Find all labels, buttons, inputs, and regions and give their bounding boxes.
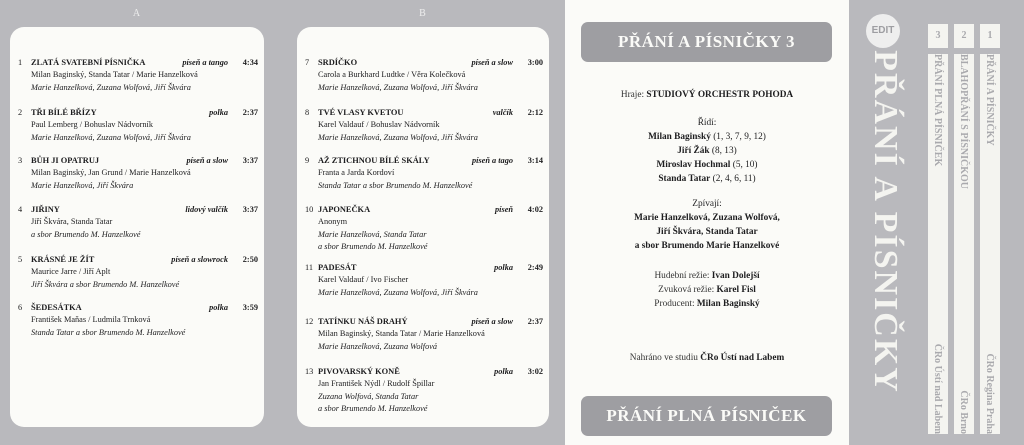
track-title: KRÁSNÉ JE ŽÍT bbox=[31, 255, 95, 264]
track-number: 1 bbox=[18, 58, 23, 67]
track-number: 7 bbox=[305, 58, 310, 67]
track-authors: František Maňas / Ludmila Trnková bbox=[31, 315, 151, 325]
conductor-name: Miroslav Hochmal bbox=[656, 160, 731, 170]
conductor-name: Standa Tatar bbox=[658, 174, 711, 184]
music-director-line bbox=[565, 270, 849, 283]
track-authors: Paul Lemberg / Bohuslav Nádvorník bbox=[31, 120, 153, 130]
spine-title-text: PŘÁNÍ A PÍSNIČKY bbox=[867, 50, 904, 394]
track-style: polka bbox=[494, 367, 513, 376]
producer-name: Milan Baginský bbox=[696, 299, 760, 309]
track-item bbox=[18, 302, 258, 339]
spine-title bbox=[835, 50, 935, 394]
track-authors: Franta a Jarda Kordoví bbox=[318, 168, 395, 178]
singers-line-1: Marie Hanzelková, Zuzana Wolfová, bbox=[634, 213, 780, 223]
track-style: píseň a slow bbox=[471, 58, 513, 67]
strip-2-title: BLAHOPŘÁNÍ S PÍSNIČKOU bbox=[958, 54, 970, 190]
orchestra-name: STUDIOVÝ ORCHESTR POHODA bbox=[646, 90, 794, 100]
track-singers: Marie Hanzelková, Zuzana Wolfová, Jiří Škvára bbox=[318, 287, 478, 297]
track-singers: Marie Hanzelková, Zuzana Wolfová, Jiří Škvára bbox=[318, 82, 478, 92]
strip-number-2: 2 bbox=[954, 24, 974, 48]
track-item bbox=[18, 204, 258, 241]
track-style: píseň a tago bbox=[471, 156, 513, 165]
conductor-line bbox=[565, 173, 849, 186]
credits-panel bbox=[565, 0, 849, 445]
strip-number-1: 1 bbox=[980, 24, 1000, 48]
track-singers: Marie Hanzelková, Zuzana Wolfová, Jiří Škvára bbox=[318, 132, 478, 142]
track-style: polka bbox=[209, 303, 228, 312]
track-duration: 4:02 bbox=[527, 205, 543, 214]
track-number: 4 bbox=[18, 205, 23, 214]
spine-strip-1 bbox=[980, 54, 1000, 434]
side-a-panel bbox=[10, 8, 264, 427]
sound-director-name: Karel Fisl bbox=[716, 285, 756, 295]
conductor-line bbox=[565, 145, 849, 158]
track-number: 13 bbox=[305, 367, 314, 376]
track-style: lidový valčík bbox=[185, 205, 228, 214]
strip-2-station: ČRo Brno bbox=[958, 390, 970, 434]
track-authors: Milan Baginský, Standa Tatar / Marie Hanzelková bbox=[318, 329, 485, 339]
strip-1-station: ČRo Regina Praha bbox=[984, 353, 996, 434]
track-singers: Standa Tatar a sbor Brumendo M. Hanzelkové bbox=[31, 327, 186, 337]
track-duration: 4:34 bbox=[242, 58, 258, 67]
track-singers: Marie Hanzelková, Zuzana Wolfová, Jiří Škvára bbox=[31, 82, 191, 92]
track-singers-cont: a sbor Brumendo M. Hanzelkové bbox=[318, 242, 428, 252]
track-authors: Milan Baginský, Standa Tatar / Marie Hanzelková bbox=[31, 70, 198, 80]
orchestra-line bbox=[565, 89, 849, 102]
track-duration: 2:50 bbox=[242, 255, 258, 264]
track-singers: Marie Hanzelková, Zuzana Wolfová, Jiří Škvára bbox=[31, 132, 191, 142]
conductor-tracks: (2, 4, 6, 11) bbox=[712, 174, 756, 184]
track-duration: 2:37 bbox=[527, 317, 543, 326]
side-b-panel bbox=[297, 8, 549, 427]
track-singers: Marie Hanzelková, Jiří Škvára bbox=[31, 180, 134, 190]
conductor-line bbox=[565, 131, 849, 144]
track-number: 9 bbox=[305, 156, 310, 165]
track-number: 6 bbox=[18, 303, 23, 312]
track-title: AŽ ZTICHNOU BÍLÉ SKÁLY bbox=[318, 156, 430, 165]
conductor-name: Jiří Žák bbox=[677, 146, 710, 156]
track-title: BŮH JI OPATRUJ bbox=[31, 156, 100, 165]
producer-line bbox=[565, 298, 849, 311]
side-a-heading: A bbox=[132, 8, 142, 19]
track-number: 5 bbox=[18, 255, 23, 264]
conductor-line bbox=[565, 159, 849, 172]
track-title: PIVOVARSKÝ KONĚ bbox=[318, 367, 400, 376]
track-title: TVÉ VLASY KVETOU bbox=[318, 108, 404, 117]
strip-number-3: 3 bbox=[928, 24, 948, 48]
music-director-name: Ivan Dolejší bbox=[711, 271, 760, 281]
track-number: 11 bbox=[305, 263, 313, 272]
track-style: píseň a slowrock bbox=[171, 255, 228, 264]
spine-strip-3 bbox=[928, 54, 948, 434]
recorded-label: Nahráno ve studiu bbox=[629, 353, 698, 363]
conductor-tracks: (5, 10) bbox=[732, 160, 758, 170]
track-item bbox=[305, 262, 543, 299]
track-title: JAPONEČKA bbox=[318, 205, 371, 214]
track-authors: Milan Baginský, Jan Grund / Marie Hanzelková bbox=[31, 168, 191, 178]
music-director-label: Hudební režie: bbox=[654, 271, 710, 281]
strip-3-station: ČRo Ústí nad Labem bbox=[932, 343, 944, 434]
strip-1-title: PŘÁNÍ A PÍSNIČKY bbox=[984, 54, 996, 146]
track-duration: 3:37 bbox=[242, 156, 258, 165]
track-duration: 3:14 bbox=[527, 156, 543, 165]
track-duration: 3:00 bbox=[527, 58, 543, 67]
plays-label: Hraje: bbox=[620, 90, 645, 100]
track-authors: Anonym bbox=[318, 217, 348, 227]
track-item bbox=[305, 57, 543, 94]
track-title: ŠEDESÁTKA bbox=[31, 303, 82, 312]
edit-logo: EDIT bbox=[866, 14, 900, 48]
track-item bbox=[18, 155, 258, 192]
sound-director-line bbox=[565, 284, 849, 297]
track-number: 3 bbox=[18, 156, 23, 165]
track-authors: Jan František Nýdl / Rudolf Špillar bbox=[318, 379, 435, 389]
strip-3-title: PŘÁNÍ PLNÁ PÍSNIČEK bbox=[932, 54, 944, 167]
track-item bbox=[305, 204, 543, 254]
conducts-label: Řídí: bbox=[697, 118, 717, 128]
singers-line-2: Jiří Škvára, Standa Tatar bbox=[656, 227, 758, 237]
track-style: valčík bbox=[492, 108, 513, 117]
sing-label: Zpívají: bbox=[692, 199, 722, 209]
track-singers: Standa Tatar a sbor Brumendo M. Hanzelkové bbox=[318, 180, 473, 190]
track-authors: Jiří Škvára, Standa Tatar bbox=[31, 217, 113, 227]
track-number: 2 bbox=[18, 108, 23, 117]
track-singers: a sbor Brumendo M. Hanzelkové bbox=[31, 229, 141, 239]
track-style: píseň bbox=[495, 205, 513, 214]
track-title: TŘI BÍLÉ BŘÍZY bbox=[31, 108, 97, 117]
track-title: JIŘINY bbox=[31, 205, 60, 214]
track-number: 8 bbox=[305, 108, 310, 117]
album-title-banner: PŘÁNÍ A PÍSNIČKY 3 bbox=[581, 22, 832, 62]
track-duration: 2:37 bbox=[242, 108, 258, 117]
producer-label: Producent: bbox=[654, 299, 695, 309]
track-duration: 3:59 bbox=[242, 303, 258, 312]
side-b-heading: B bbox=[419, 8, 427, 19]
track-singers: Marie Hanzelková, Zuzana Wolfová bbox=[318, 341, 438, 351]
track-number: 10 bbox=[305, 205, 314, 214]
track-duration: 3:02 bbox=[527, 367, 543, 376]
track-singers: Jiří Škvára a sbor Brumendo M. Hanzelkové bbox=[31, 279, 180, 289]
sound-director-label: Zvuková režie: bbox=[658, 285, 715, 295]
track-duration: 2:12 bbox=[527, 108, 543, 117]
track-authors: Karel Valdauf / Bohuslav Nádvorník bbox=[318, 120, 440, 130]
track-title: SRDÍČKO bbox=[318, 58, 358, 67]
track-style: píseň a slow bbox=[186, 156, 228, 165]
track-item bbox=[305, 107, 543, 144]
track-item bbox=[18, 57, 258, 94]
track-item bbox=[18, 107, 258, 144]
track-item bbox=[305, 155, 543, 192]
track-item bbox=[18, 254, 258, 291]
track-number: 12 bbox=[305, 317, 314, 326]
track-item bbox=[305, 366, 543, 416]
track-style: polka bbox=[494, 263, 513, 272]
track-authors: Carola a Burkhard Ludtke / Věra Kolečková bbox=[318, 70, 466, 80]
track-item bbox=[305, 316, 543, 353]
track-duration: 3:37 bbox=[242, 205, 258, 214]
recorded-line bbox=[565, 352, 849, 365]
conductor-name: Milan Baginský bbox=[648, 132, 711, 142]
track-style: píseň a slow bbox=[471, 317, 513, 326]
track-singers: Zuzana Wolfová, Standa Tatar bbox=[318, 391, 419, 401]
recorded-studio: ČRo Ústí nad Labem bbox=[700, 353, 785, 363]
track-style: polka bbox=[209, 108, 228, 117]
track-authors: Maurice Jarre / Jiří Aplt bbox=[31, 267, 111, 277]
track-title: TATÍNKU NÁŠ DRAHÝ bbox=[318, 317, 408, 326]
track-title: ZLATÁ SVATEBNÍ PÍSNIČKA bbox=[31, 58, 146, 67]
subtitle-banner: PŘÁNÍ PLNÁ PÍSNIČEK bbox=[581, 396, 832, 436]
track-singers-cont: a sbor Brumendo M. Hanzelkové bbox=[318, 404, 428, 414]
track-singers: Marie Hanzelková, Standa Tatar bbox=[318, 229, 427, 239]
track-style: píseň a tango bbox=[182, 58, 228, 67]
track-duration: 2:49 bbox=[527, 263, 543, 272]
conductor-tracks: (8, 13) bbox=[711, 146, 737, 156]
spine-strip-2 bbox=[954, 54, 974, 434]
conductor-tracks: (1, 3, 7, 9, 12) bbox=[713, 132, 766, 142]
track-authors: Karel Valdauf / Ivo Fischer bbox=[318, 275, 409, 285]
track-title: PADESÁT bbox=[318, 263, 357, 272]
singers-line-3: a sbor Brumendo Marie Hanzelkové bbox=[634, 241, 780, 251]
